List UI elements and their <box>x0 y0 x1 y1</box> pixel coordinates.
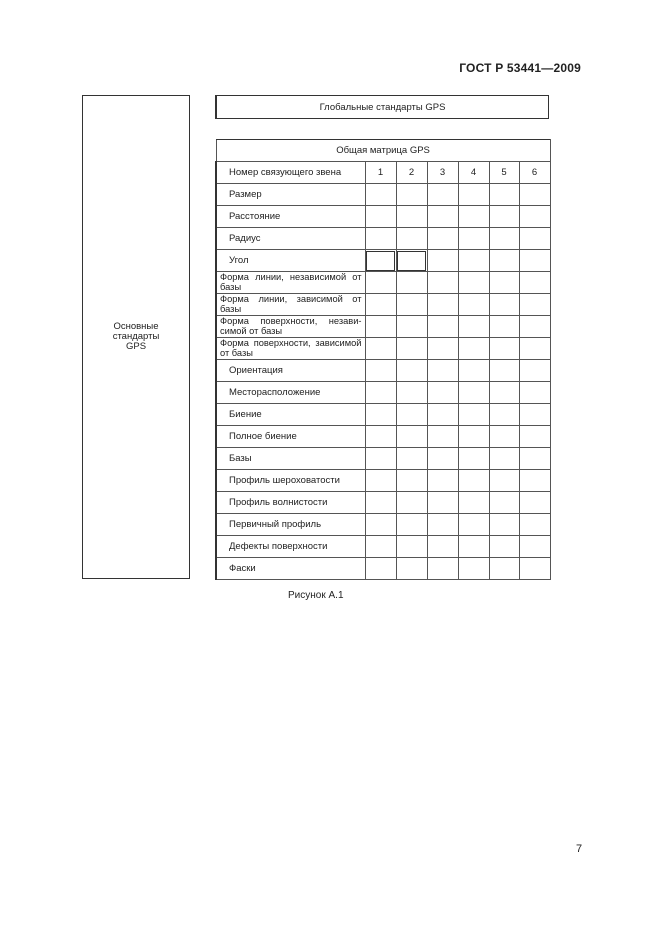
table-row <box>216 338 550 360</box>
matrix-cell <box>489 206 519 228</box>
matrix-cell <box>396 294 427 316</box>
matrix-cell <box>365 338 396 360</box>
table-row <box>216 272 550 294</box>
characteristic-label: Радиус <box>216 228 365 250</box>
matrix-cell <box>489 294 519 316</box>
matrix-cell <box>519 492 550 514</box>
matrix-cell <box>458 536 489 558</box>
matrix-cell <box>365 492 396 514</box>
matrix-cell <box>427 272 458 294</box>
matrix-cell <box>396 338 427 360</box>
table-row <box>216 184 550 206</box>
characteristic-label: Форма линии, независимой от базы <box>216 272 365 294</box>
chain-link-header: Номер связующего звена <box>216 162 365 184</box>
matrix-cell <box>458 184 489 206</box>
basic-standards-label: Основные стандарты GPS <box>112 321 160 352</box>
column-number: 3 <box>427 162 458 184</box>
matrix-cell <box>365 470 396 492</box>
matrix-cell <box>519 338 550 360</box>
table-row <box>216 206 550 228</box>
matrix-cell <box>396 536 427 558</box>
matrix-cell <box>365 316 396 338</box>
matrix-title: Общая матрица GPS <box>216 140 550 162</box>
document-code: ГОСТ Р 53441—2009 <box>459 61 581 75</box>
matrix-cell <box>396 492 427 514</box>
matrix-cell <box>427 470 458 492</box>
matrix-cell <box>396 426 427 448</box>
characteristic-label: Месторасположение <box>216 382 365 404</box>
matrix-cell <box>489 184 519 206</box>
matrix-cell <box>396 382 427 404</box>
matrix-cell <box>519 272 550 294</box>
characteristic-label: Форма линии, зависимой от базы <box>216 294 365 316</box>
matrix-cell <box>365 250 396 272</box>
matrix-cell <box>519 360 550 382</box>
matrix-cell <box>427 536 458 558</box>
matrix-cell <box>458 338 489 360</box>
table-row <box>216 250 550 272</box>
matrix-cell <box>458 316 489 338</box>
matrix-cell <box>396 404 427 426</box>
matrix-cell <box>519 250 550 272</box>
matrix-cell <box>519 184 550 206</box>
matrix-cell <box>427 558 458 580</box>
matrix-cell <box>427 404 458 426</box>
characteristic-label: Биение <box>216 404 365 426</box>
matrix-cell <box>489 514 519 536</box>
matrix-cell <box>427 514 458 536</box>
characteristic-label: Первичный профиль <box>216 514 365 536</box>
matrix-cell <box>458 558 489 580</box>
matrix-cell <box>427 206 458 228</box>
matrix-cell <box>489 338 519 360</box>
matrix-cell <box>365 514 396 536</box>
table-row <box>216 514 550 536</box>
matrix-cell <box>458 250 489 272</box>
matrix-cell <box>489 382 519 404</box>
matrix-cell <box>396 360 427 382</box>
characteristic-label: Угол <box>216 250 365 272</box>
matrix-cell <box>427 426 458 448</box>
matrix-cell <box>489 426 519 448</box>
matrix-cell <box>427 250 458 272</box>
characteristic-label: Форма поверхности, зависимой от базы <box>216 338 365 360</box>
page-number: 7 <box>576 843 583 855</box>
matrix-cell <box>365 536 396 558</box>
column-number: 5 <box>489 162 519 184</box>
matrix-cell <box>396 184 427 206</box>
matrix-cell <box>458 360 489 382</box>
matrix-cell <box>458 272 489 294</box>
characteristic-label: Фаски <box>216 558 365 580</box>
matrix-cell <box>365 228 396 250</box>
table-row <box>216 404 550 426</box>
global-standards-label: Глобальные стандарты GPS <box>319 101 446 113</box>
matrix-cell <box>396 558 427 580</box>
table-row <box>216 294 550 316</box>
matrix-cell <box>365 558 396 580</box>
matrix-cell <box>489 492 519 514</box>
matrix-cell <box>427 492 458 514</box>
table-row <box>216 558 550 580</box>
column-number: 2 <box>396 162 427 184</box>
matrix-cell <box>519 426 550 448</box>
matrix-cell <box>427 448 458 470</box>
table-row <box>216 316 550 338</box>
matrix-cell <box>519 404 550 426</box>
matrix-header-row <box>216 162 550 184</box>
matrix-cell <box>458 514 489 536</box>
column-number: 1 <box>365 162 396 184</box>
matrix-cell <box>365 448 396 470</box>
matrix-cell <box>519 470 550 492</box>
matrix-cell <box>458 426 489 448</box>
matrix-cell <box>489 558 519 580</box>
matrix-cell <box>396 514 427 536</box>
matrix-cell <box>519 558 550 580</box>
characteristic-label: Полное биение <box>216 426 365 448</box>
matrix-cell <box>458 206 489 228</box>
matrix-cell <box>427 360 458 382</box>
gps-matrix-table <box>215 139 551 580</box>
matrix-cell <box>489 272 519 294</box>
matrix-cell <box>365 404 396 426</box>
matrix-cell <box>458 294 489 316</box>
matrix-cell <box>458 404 489 426</box>
matrix-cell <box>519 536 550 558</box>
matrix-cell <box>427 382 458 404</box>
matrix-cell <box>365 360 396 382</box>
matrix-cell <box>458 448 489 470</box>
characteristic-label: Базы <box>216 448 365 470</box>
matrix-cell <box>489 536 519 558</box>
characteristic-label: Ориентация <box>216 360 365 382</box>
matrix-cell <box>519 448 550 470</box>
matrix-cell <box>365 184 396 206</box>
matrix-cell <box>396 316 427 338</box>
matrix-cell <box>396 250 427 272</box>
matrix-cell <box>489 470 519 492</box>
table-row <box>216 536 550 558</box>
table-row <box>216 492 550 514</box>
matrix-cell <box>519 228 550 250</box>
matrix-cell <box>365 382 396 404</box>
figure-caption: Рисунок А.1 <box>288 590 344 601</box>
matrix-cell <box>519 294 550 316</box>
global-standards-box <box>215 95 549 119</box>
table-row <box>216 228 550 250</box>
matrix-cell <box>427 338 458 360</box>
column-number: 6 <box>519 162 550 184</box>
matrix-cell <box>458 492 489 514</box>
table-row <box>216 448 550 470</box>
matrix-cell <box>427 316 458 338</box>
matrix-cell <box>458 382 489 404</box>
matrix-cell <box>489 448 519 470</box>
matrix-cell <box>489 404 519 426</box>
matrix-cell <box>427 228 458 250</box>
matrix-cell <box>396 448 427 470</box>
matrix-cell <box>396 206 427 228</box>
matrix-cell <box>519 206 550 228</box>
matrix-cell <box>365 272 396 294</box>
basic-standards-box <box>82 95 190 579</box>
matrix-cell <box>489 250 519 272</box>
matrix-cell <box>458 228 489 250</box>
matrix-cell <box>489 228 519 250</box>
characteristic-label: Размер <box>216 184 365 206</box>
matrix-cell <box>489 360 519 382</box>
column-number: 4 <box>458 162 489 184</box>
table-row <box>216 426 550 448</box>
matrix-cell <box>396 228 427 250</box>
matrix-cell <box>396 470 427 492</box>
matrix-cell <box>365 206 396 228</box>
characteristic-label: Профиль волнистости <box>216 492 365 514</box>
matrix-cell <box>427 294 458 316</box>
matrix-cell <box>489 316 519 338</box>
matrix-cell <box>396 272 427 294</box>
characteristic-label: Профиль шероховатости <box>216 470 365 492</box>
table-row <box>216 470 550 492</box>
matrix-cell <box>519 514 550 536</box>
characteristic-label: Дефекты поверхности <box>216 536 365 558</box>
table-row <box>216 360 550 382</box>
matrix-cell <box>427 184 458 206</box>
matrix-cell <box>519 316 550 338</box>
matrix-cell <box>365 294 396 316</box>
table-row <box>216 382 550 404</box>
matrix-cell <box>519 382 550 404</box>
characteristic-label: Расстояние <box>216 206 365 228</box>
matrix-cell <box>365 426 396 448</box>
matrix-cell <box>458 470 489 492</box>
characteristic-label: Форма поверхности, независимой от базы <box>216 316 365 338</box>
